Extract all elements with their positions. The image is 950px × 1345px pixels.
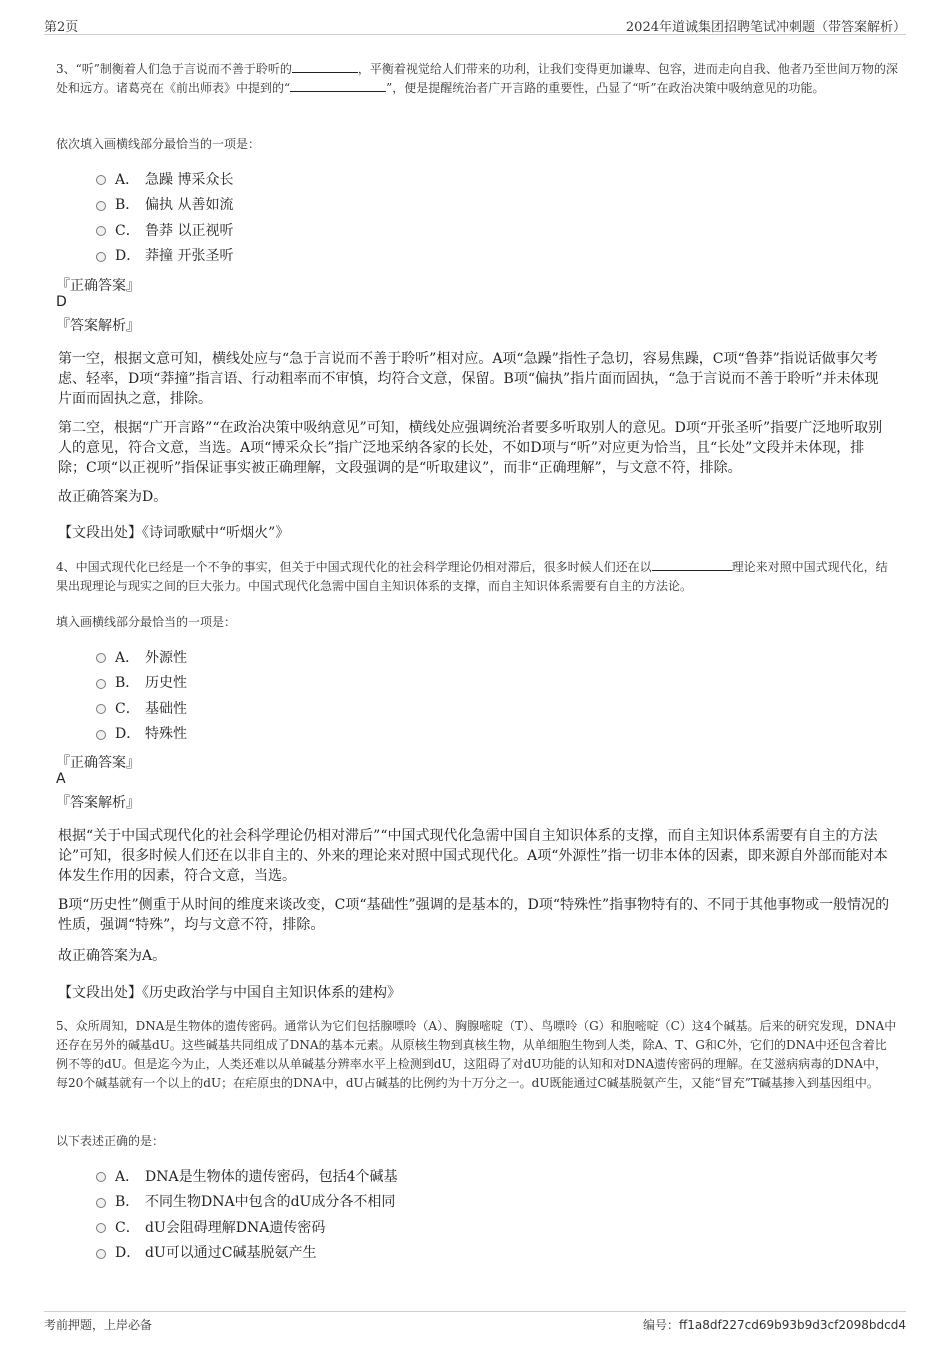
analysis-label: 『答案解析』 <box>56 795 140 811</box>
option-a[interactable]: A． 外源性 <box>96 644 187 670</box>
question-5-options <box>96 1163 398 1265</box>
question-5-stem: 5、众所周知，DNA是生物体的遗传密码。通常认为它们包括腺嘌呤（A）、胸腺嘧啶（T）、鸟嘌呤（G）和胞嘧啶（C）这4个碱基。后来的研究发现，DNA中还存在另外的碱基dU。这些碱基共同组成了DNA的基本元素。从原核生物到真核生物，从单细胞生物到人类，除A、T、G和C外，它们的DNA中还包含着比例不等的dU。但是迄今为止，人类还难以从单碱基分辨率水平上检测到dU，这阻碍了对dU功能的认知和对DNA遗传密码的理解。在艾滋病病毒的DNA中，每20个碱基就有一个以上的dU；在疟原虫的DNA中，dU占碱基的比例约为十万分之一。dU既能通过C碱基脱氨产生，又能“冒充”T碱基掺入到基因组中。 <box>56 1019 897 1090</box>
radio-icon[interactable] <box>96 175 106 185</box>
option-a[interactable]: A． DNA是生物体的遗传密码，包括4个碱基 <box>96 1163 398 1189</box>
blank-2 <box>290 79 386 92</box>
option-d[interactable]: D． dU可以通过C碱基脱氨产生 <box>96 1240 398 1266</box>
answer-label: 『正确答案』 <box>56 755 140 771</box>
page-number: 第2页 <box>44 20 79 35</box>
radio-icon[interactable] <box>96 252 106 262</box>
conclusion: 故正确答案为A。 <box>58 948 167 964</box>
radio-icon[interactable] <box>96 1198 106 1208</box>
question-3-stem: 3、“听”制衡着人们急于言说而不善于聆听的 ，平衡着视觉给人们带来的功利，让我们变得更加谦卑、包容，进而走向自我、他者乃至世间万物的深处和远方。诸葛亮在《前出师表》中提到的“ ”，便是提醒统治者广开言路的重要性，凸显了“听”在政治决策中吸纳意见的功能。 <box>56 62 898 95</box>
answer-value: A <box>56 771 66 787</box>
option-c[interactable]: C． 鲁莽 以正视听 <box>96 217 233 243</box>
option-d[interactable]: D． 特殊性 <box>96 721 187 747</box>
analysis-paragraph: 根据“关于中国式现代化的社会科学理论仍相对滞后”“中国式现代化急需中国自主知识体系的支撑，而自主知识体系需要有自主的方法论”可知，很多时候人们还在以非自主的、外来的理论来对照中国式现代化。A项“外源性”指一切非本体的因素，即来源自外部而能对本体发生作用的因素，符合文意，当选。 <box>58 828 888 884</box>
question-4-options <box>96 644 187 746</box>
option-a[interactable]: A． 急躁 博采众长 <box>96 166 233 192</box>
question-3-prompt: 依次填入画横线部分最恰当的一项是： <box>56 137 261 151</box>
radio-icon[interactable] <box>96 653 106 663</box>
option-c[interactable]: C． dU会阻碍理解DNA遗传密码 <box>96 1214 398 1240</box>
document-code: 编号：ff1a8df227cd69b93b9d3cf2098bdcd4 <box>643 1318 906 1332</box>
question-3-options <box>96 166 233 268</box>
footer-slogan: 考前押题，上岸必备 <box>44 1318 153 1332</box>
source-citation: 【文段出处】《历史政治学与中国自主知识体系的建构》 <box>58 985 401 1001</box>
answer-label: 『正确答案』 <box>56 278 140 294</box>
radio-icon[interactable] <box>96 1249 106 1259</box>
question-4-stem: 4、中国式现代化已经是一个不争的事实，但关于中国式现代化的社会科学理论仍相对滞后，很多时候人们还在以 理论来对照中国式现代化，结果出现理论与现实之间的巨大张力。中国式现代化急需中国自主知识体系的支撑，而自主知识体系需要有自主的方法论。 <box>56 560 888 593</box>
source-citation: 【文段出处】《诗词歌赋中“听烟火”》 <box>58 525 290 541</box>
analysis-label: 『答案解析』 <box>56 318 140 334</box>
option-b[interactable]: B． 不同生物DNA中包含的dU成分各不相同 <box>96 1189 398 1215</box>
radio-icon[interactable] <box>96 1172 106 1182</box>
page-footer <box>44 1311 906 1335</box>
radio-icon[interactable] <box>96 226 106 236</box>
option-b[interactable]: B． 历史性 <box>96 670 187 696</box>
page-header <box>44 12 906 35</box>
option-b[interactable]: B． 偏执 从善如流 <box>96 192 233 218</box>
radio-icon[interactable] <box>96 1223 106 1233</box>
radio-icon[interactable] <box>96 201 106 211</box>
question-4-prompt: 填入画横线部分最恰当的一项是： <box>56 615 237 629</box>
document-title: 2024年道诚集团招聘笔试冲刺题（带答案解析） <box>625 20 906 35</box>
option-c[interactable]: C． 基础性 <box>96 695 187 721</box>
analysis-paragraph: 第二空，根据“广开言路”“在政治决策中吸纳意见”可知，横线处应强调统治者要多听取别人的意见。D项“开张圣听”指要广泛地听取别人的意见，符合文意，当选。A项“博采众长”指广泛地采纳各家的长处，不如D项与“听”对应更为恰当，且“长处”文段并未体现，排除；C项“以正视听”指保证事实被正确理解，文段强调的是“听取建议”，而非“正确理解”，与文意不符，排除。 <box>58 420 883 476</box>
analysis-paragraph: 第一空，根据文意可知，横线处应与“急于言说而不善于聆听”相对应。A项“急躁”指性子急切，容易焦躁，C项“鲁莽”指说话做事欠考虑、轻率，D项“莽撞”指言语、行动粗率而不审慎，均符合文意，保留。B项“偏执”指片面而固执，“急于言说而不善于聆听”并未体现片面而固执之意，排除。 <box>58 351 879 407</box>
option-d[interactable]: D． 莽撞 开张圣听 <box>96 243 233 269</box>
radio-icon[interactable] <box>96 730 106 740</box>
conclusion: 故正确答案为D。 <box>58 489 168 505</box>
question-5-prompt: 以下表述正确的是： <box>56 1134 165 1148</box>
analysis-paragraph: B项“历史性”侧重于从时间的维度来谈改变，C项“基础性”强调的是基本的，D项“特殊性”指事物特有的、不同于其他事物或一般情况的性质，强调“特殊”，均与文意不符，排除。 <box>58 897 890 933</box>
blank-1 <box>652 558 732 571</box>
radio-icon[interactable] <box>96 704 106 714</box>
answer-value: D <box>56 294 67 310</box>
radio-icon[interactable] <box>96 679 106 689</box>
blank-1 <box>292 60 358 73</box>
